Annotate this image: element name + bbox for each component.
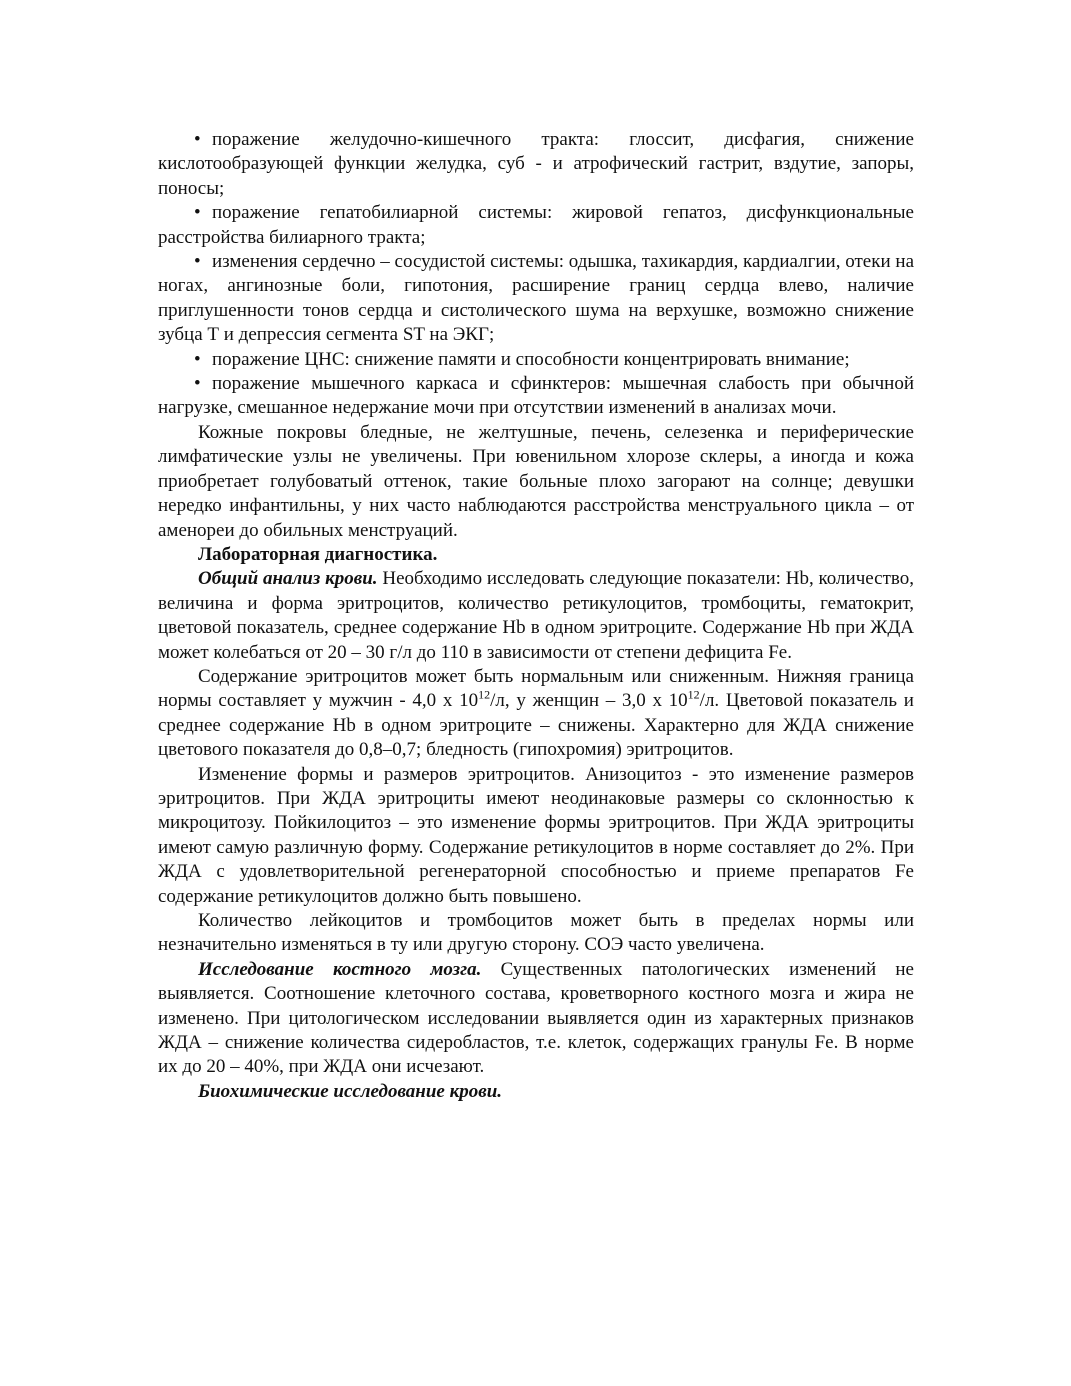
skin-paragraph: Кожные покровы бледные, не желтушные, печень, селезенка и периферические лимфатические узлы не увеличены. При ювенильном хлорозе склеры, а иногда и кожа приобретает голубоватый оттенок, такие больные плохо загорают на солнце; девушки нередко инфантильны, у них часто наблюдаются расстройства менструального цикла – от аменореи до обильных менструаций. — [158, 421, 914, 541]
erythrocytes-text-3: /л. Цветовой показатель и среднее содержание Hb в одном эритроците – снижены. Характерно для ЖДА снижение цветового показателя до 0,8–0,7; бледность (гипохромия) эритроцитов. — [158, 690, 914, 761]
leukocytes-paragraph: Количество лейкоцитов и тромбоцитов может быть в пределах нормы или незначительно изменяться в ту или другую сторону. СОЭ часто увеличена. — [158, 910, 914, 956]
erythrocytes-paragraph — [158, 665, 914, 763]
exponent-women: 12 — [687, 688, 700, 703]
bone-marrow-text: Существенных патологических изменений не выявляется. Соотношение клеточного состава, кроветворного костного мозга и жира не изменено. При цитологическом исследовании выявляется один из характерных признаков ЖДА – снижение количества сидеробластов, т.е. клеток, содержащих гранулы Fe. В норме их до 20 – 40%, при ЖДА они исчезают. — [158, 958, 914, 1078]
bullet-text: поражение желудочно-кишечного тракта: глоссит, дисфагия, снижение кислотообразующей функции желудка, суб - и атрофический гастрит, вздутие, запоры, поносы; — [158, 129, 914, 199]
bullet-icon: • — [194, 202, 201, 224]
bullet-text: поражение гепатобилиарной системы: жировой гепатоз, дисфункциональные расстройства билиарного тракта; — [158, 202, 914, 248]
bone-marrow-paragraph — [158, 958, 914, 1080]
erythrocytes-text-2: /л, у женщин – 3,0 х 10 — [490, 690, 688, 712]
bullet-icon: • — [194, 373, 201, 395]
blood-analysis-paragraph — [158, 567, 914, 665]
document-page — [158, 128, 914, 1104]
bullet-icon: • — [194, 251, 201, 273]
bullet-text: поражение ЦНС: снижение памяти и способности концентрировать внимание; — [212, 348, 850, 370]
bullet-item — [158, 348, 914, 372]
bullet-item — [158, 201, 914, 250]
biochem-heading-paragraph — [158, 1080, 914, 1104]
blood-analysis-lead: Общий анализ крови. — [198, 568, 378, 590]
bullet-text: изменения сердечно – сосудистой системы: одышка, тахикардия, кардиалгии, отеки на ногах, ангинозные боли, гипотония, расширение границ сердца влево, наличие приглушенности тонов сердца и систолического шума на верхушке, возможно снижение зубца Т и депрессия сегмента ST на ЭКГ; — [158, 251, 914, 346]
biochem-heading: Биохимические исследование крови. — [198, 1080, 503, 1102]
bone-marrow-lead: Исследование костного мозга. — [198, 958, 482, 980]
lab-diagnostics-heading: Лабораторная диагностика. — [198, 543, 438, 565]
form-size-paragraph: Изменение формы и размеров эритроцитов. Анизоцитоз - это изменение размеров эритроцитов. При ЖДА эритроциты имеют неодинаковые размеры со склонностью к микроцитозу. Пойкилоцитоз – это изменение формы эритроцитов. При ЖДА эритроциты имеют самую различную форму. Содержание ретикулоцитов в норме составляет до 2%. При ЖДА с удовлетворительной регенераторной способностью и приеме препаратов Fe содержание ретикулоцитов должно быть повышено. — [158, 763, 914, 907]
erythrocytes-text-1: Содержание эритроцитов может быть нормальным или сниженным. Нижняя граница нормы составляет у мужчин - 4,0 х 10 — [158, 665, 914, 712]
bullet-text: поражение мышечного каркаса и сфинктеров: мышечная слабость при обычной нагрузке, смешанное недержание мочи при отсутствии изменений в анализах мочи. — [158, 373, 914, 419]
blood-analysis-text: Необходимо исследовать следующие показатели: Hb, количество, величина и форма эритроцитов, количество ретикулоцитов, тромбоциты, гематокрит, цветовой показатель, среднее содержание Hb в одном эритроците. Содержание Hb при ЖДА может колебаться от 20 – 30 г/л до 110 в зависимости от степени дефицита Fe. — [158, 568, 914, 663]
bullet-item — [158, 128, 914, 201]
bullet-item — [158, 372, 914, 421]
bullet-icon: • — [194, 129, 201, 150]
exponent-men: 12 — [478, 688, 491, 703]
bullet-icon: • — [194, 348, 201, 370]
bullet-item — [158, 250, 914, 348]
